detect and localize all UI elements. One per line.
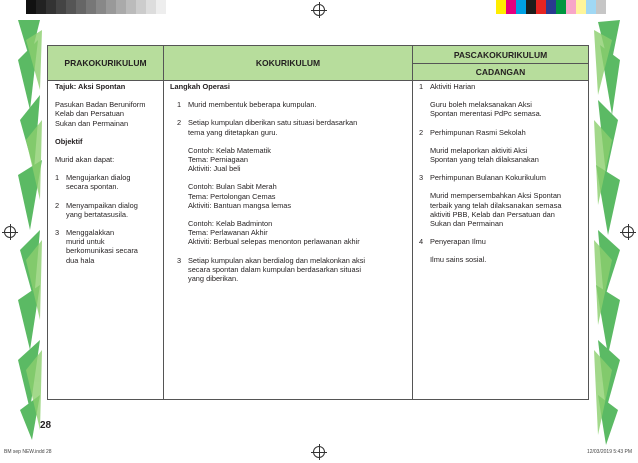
suggestion-desc-line: Sukan dan Permainan (430, 219, 504, 229)
step-text: Setiap kumpulan akan berdialog dan melakonkan aksi (188, 255, 366, 265)
column-kokurikulum (170, 82, 408, 292)
suggestion-number: 3 (419, 173, 424, 183)
example-line: Aktiviti: Bantuan mangsa lemas (188, 200, 292, 210)
suggestion-desc (430, 146, 585, 164)
column-divider-2 (412, 46, 413, 399)
column-divider-1 (163, 46, 164, 399)
step-text: tema yang ditetapkan guru. (188, 127, 278, 137)
suggestion-item (419, 128, 585, 165)
objective-number: 1 (55, 173, 60, 183)
example-line: Contoh: Kelab Badminton (188, 219, 273, 229)
theme-line: Sukan dan Permainan (55, 118, 129, 128)
header-label-prakokurikulum: PRAKOKURIKULUM (64, 58, 147, 68)
page-number: 28 (40, 420, 52, 431)
example-line: Tema: Perniagaan (188, 155, 248, 165)
suggestion-item (419, 173, 585, 228)
column-pascakokurikulum (419, 82, 585, 274)
step-number: 2 (177, 118, 182, 128)
suggestion-title: Aktiviti Harian (430, 82, 476, 91)
suggestion-desc-line: aktiviti PBB, Kelab dan Persatuan dan (430, 209, 555, 219)
operation-steps-heading: Langkah Operasi (170, 82, 230, 91)
suggestion-desc-line: Murid mempersembahkan Aksi Spontan (430, 191, 562, 201)
suggestion-item (419, 82, 585, 119)
example-block (170, 146, 408, 174)
example-block (170, 219, 408, 247)
example-line: Contoh: Bulan Sabit Merah (188, 182, 277, 192)
header-pascakokurikulum (413, 46, 588, 64)
footer-file-info: BM sep NEW.indd 28 (4, 449, 52, 455)
suggestion-number: 2 (419, 127, 424, 137)
suggestion-desc (430, 100, 585, 118)
step-item (170, 118, 408, 136)
suggestion-desc-line: Murid melaporkan aktiviti Aksi (430, 145, 528, 155)
topic-title: Tajuk: Aksi Spontan (55, 82, 126, 91)
objective-line: Menggalakkan (66, 228, 115, 238)
objective-number: 2 (55, 200, 60, 210)
header-cadangan (413, 64, 588, 80)
example-line: Contoh: Kelab Matematik (188, 145, 271, 155)
objective-line: Mengujarkan dialog (66, 173, 131, 183)
example-line: Tema: Pertolongan Cemas (188, 191, 276, 201)
objective-line: Menyampaikan dialog (66, 200, 138, 210)
objective-item (55, 201, 160, 219)
objective-number: 3 (55, 228, 60, 238)
objective-intro: Murid akan dapat: (55, 155, 115, 165)
suggestion-desc (430, 191, 585, 228)
suggestion-desc-line: Spontan yang telah dilaksanakan (430, 155, 539, 165)
suggestion-desc-line: terbaik yang telah dilaksanakan semasa (430, 200, 562, 210)
footer-timestamp: 12/03/2019 5:43 PM (586, 449, 632, 455)
header-label-cadangan: CADANGAN (475, 67, 526, 77)
step-number: 1 (177, 100, 182, 110)
step-text: secara spontan dalam kumpulan berdasarkan situasi (188, 264, 361, 274)
header-label-kokurikulum: KOKURIKULUM (255, 58, 321, 68)
theme-list (55, 100, 160, 128)
suggestion-title: Perhimpunan Rasmi Sekolah (430, 127, 526, 137)
suggestion-item (419, 237, 585, 264)
header-divider (48, 80, 588, 81)
step-number: 3 (177, 255, 182, 265)
header-kokurikulum (164, 46, 413, 80)
suggestion-desc (430, 255, 585, 264)
header-label-pascakokurikulum: PASCAKOKURIKULUM (453, 49, 548, 60)
step-item (170, 256, 408, 284)
example-line: Aktiviti: Berbual selepas menonton perlawanan akhir (188, 237, 360, 247)
suggestion-desc-line: Ilmu sains sosial. (430, 255, 487, 265)
header-prakokurikulum (48, 46, 164, 80)
objective-line: berkomunikasi secara (66, 246, 138, 256)
objective-line: murid untuk (66, 237, 105, 247)
example-line: Aktiviti: Jual beli (188, 164, 241, 174)
theme-line: Kelab dan Persatuan (55, 109, 125, 119)
objective-heading: Objektif (55, 136, 83, 146)
column-prakokurikulum (55, 82, 160, 274)
objective-item (55, 173, 160, 191)
suggestion-desc-line: Spontan merentasi PdPc semasa. (430, 109, 542, 119)
objective-item (55, 228, 160, 265)
lesson-plan-table (47, 45, 589, 400)
objective-line: dua hala (66, 255, 95, 265)
example-block (170, 182, 408, 210)
theme-line: Pasukan Badan Beruniform (55, 100, 146, 110)
step-text: Murid membentuk beberapa kumpulan. (188, 100, 317, 110)
suggestion-desc-line: Guru boleh melaksanakan Aksi (430, 100, 532, 110)
suggestion-title: Perhimpunan Bulanan Kokurikulum (430, 173, 546, 183)
step-item (170, 100, 408, 109)
suggestion-number: 4 (419, 237, 424, 247)
objective-line: yang bertatasusila. (66, 209, 129, 219)
step-text: Setiap kumpulan diberikan satu situasi berdasarkan (188, 118, 358, 128)
step-text: yang diberikan. (188, 274, 239, 284)
objective-line: secara spontan. (66, 182, 119, 192)
example-line: Tema: Perlawanan Akhir (188, 228, 268, 238)
suggestion-number: 1 (419, 82, 424, 91)
suggestion-title: Penyerapan Ilmu (430, 237, 486, 247)
